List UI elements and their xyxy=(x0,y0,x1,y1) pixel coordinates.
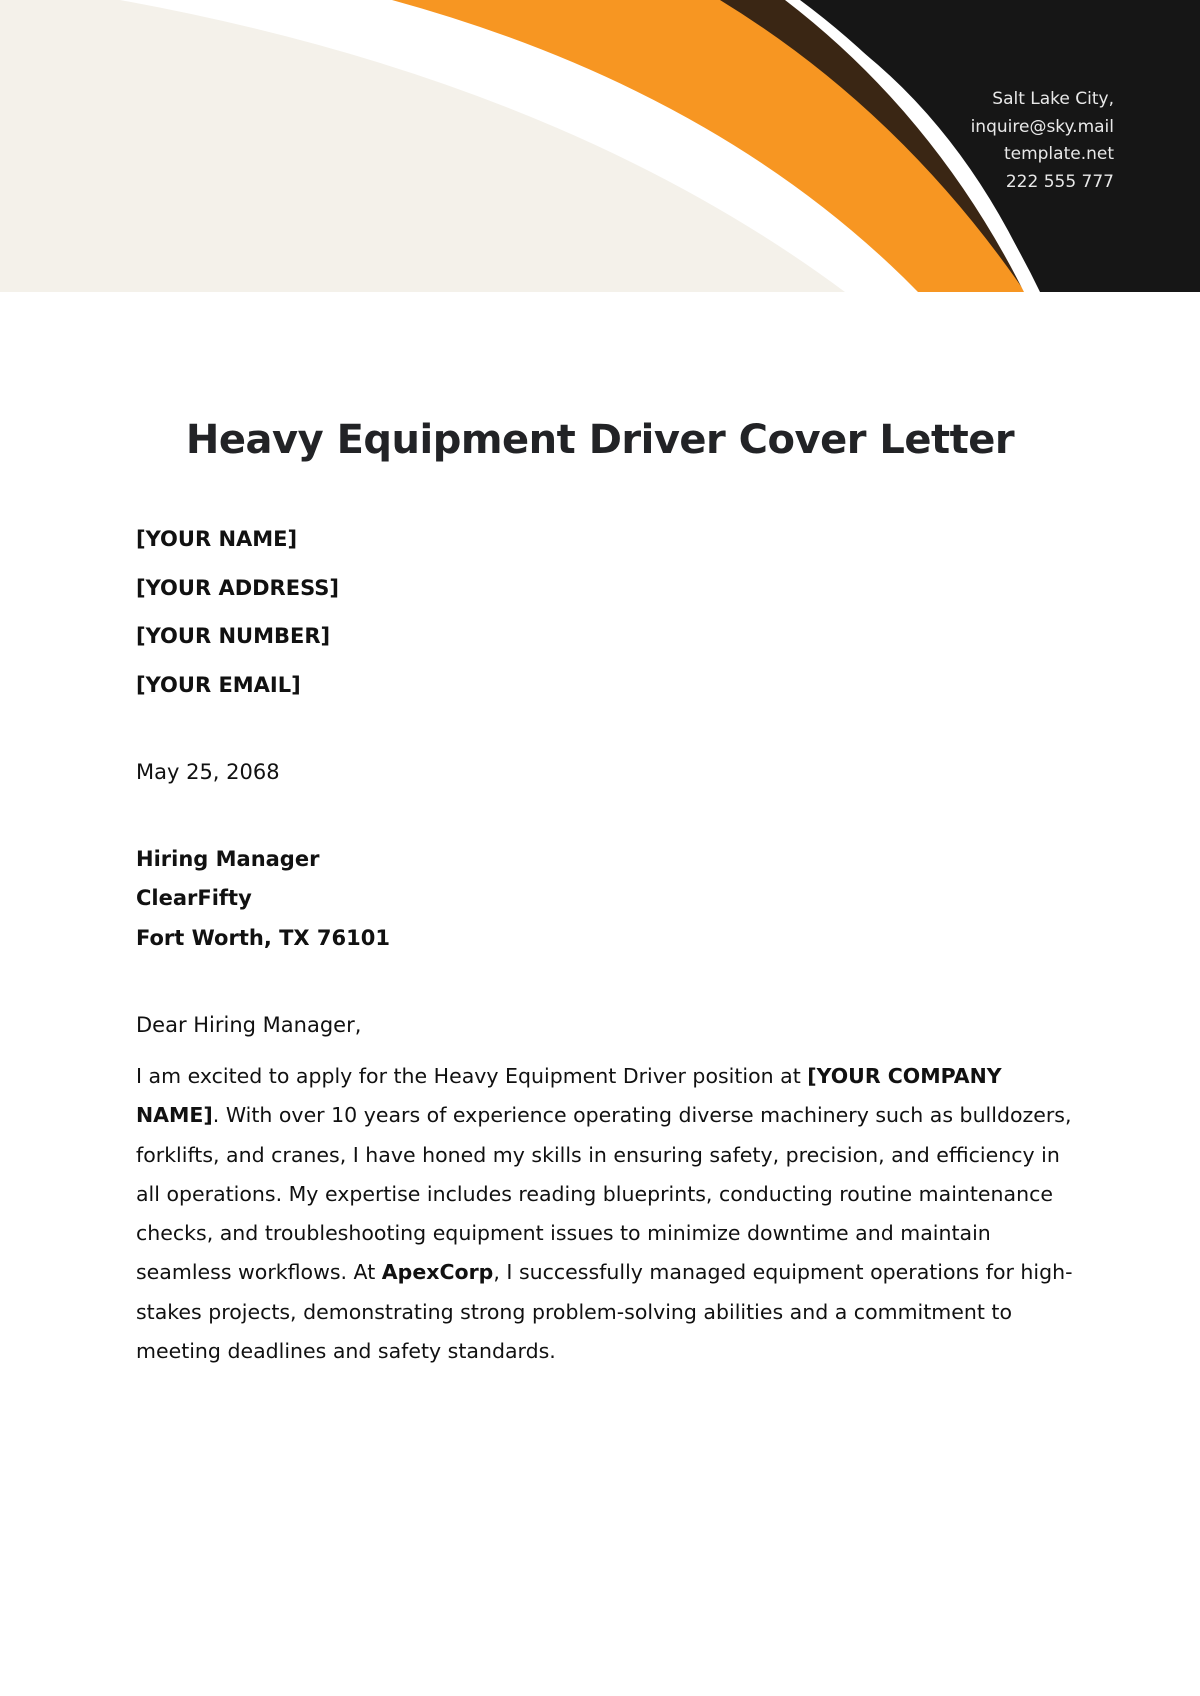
recipient-details xyxy=(136,842,390,960)
recipient-location: Fort Worth, TX 76101 xyxy=(136,925,390,950)
page-title: Heavy Equipment Driver Cover Letter xyxy=(185,417,1015,463)
applicant-number: [YOUR NUMBER] xyxy=(136,624,331,648)
company-placeholder: [YOUR COMPANY NAME] xyxy=(136,1064,1002,1128)
applicant-address: [YOUR ADDRESS] xyxy=(136,575,339,600)
body-text-part-1: I am excited to apply for the Heavy Equipment Driver position at xyxy=(136,1064,808,1088)
recipient-company: ClearFifty xyxy=(136,886,252,911)
recipient-title: Hiring Manager xyxy=(136,847,320,871)
contact-city: Salt Lake City, xyxy=(992,89,1114,109)
contact-info xyxy=(971,86,1114,196)
body-text-part-3: , I successfully managed equipment operations for high-stakes projects, demonstrating strong problem-solving abilities and a commitment to meeting deadlines and safety standards. xyxy=(136,1260,1073,1364)
applicant-details xyxy=(136,522,339,716)
previous-employer: ApexCorp xyxy=(381,1260,494,1285)
body-paragraph xyxy=(136,1057,1076,1371)
body-text-part-2: . With over 10 years of experience operating diverse machinery such as bulldozers, forklifts, and cranes, I have honed my skills in ensuring safety, precision, and efficiency in all operations. My expertise includes reading blueprints, conducting routine maintenance checks, and troubleshooting equipment issues to minimize downtime and maintain seamless workflows. At xyxy=(136,1103,1072,1285)
contact-phone: 222 555 777 xyxy=(1005,171,1114,192)
applicant-name: [YOUR NAME] xyxy=(136,527,298,551)
contact-email: inquire@sky.mail xyxy=(970,116,1114,137)
contact-website: template.net xyxy=(1003,144,1114,164)
applicant-email: [YOUR EMAIL] xyxy=(136,672,301,697)
salutation: Dear Hiring Manager, xyxy=(136,1013,362,1037)
letter-date: May 25, 2068 xyxy=(136,760,280,784)
